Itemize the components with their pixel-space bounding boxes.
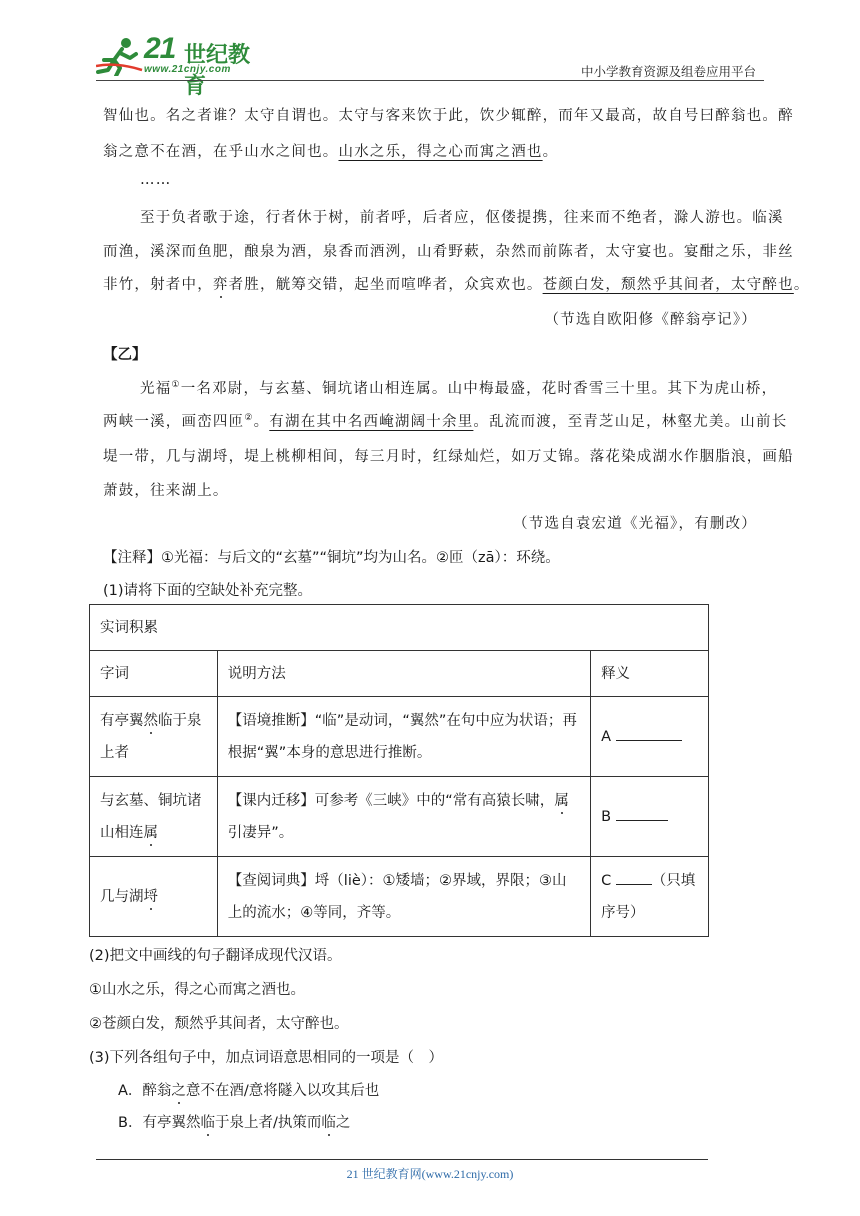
jia-line-2-text: 翁之意不在酒，在乎山水之间也。: [103, 144, 339, 160]
table-header: 释义: [591, 651, 709, 697]
method-cell: [217, 697, 590, 777]
answer-note: （只填: [651, 872, 696, 889]
table-row: [90, 697, 709, 777]
word-cell: [90, 697, 218, 777]
table-row: [90, 777, 709, 857]
answer-cell[interactable]: [591, 697, 709, 777]
yi-line-2-c: 。乱流而渡，至青芝山足，林壑尤美。山前长: [473, 414, 788, 430]
yi-line-2-a: 两峡一溪，画峦四匝: [103, 414, 245, 430]
yi-line-3: 堤一带，几与湖埒，堤上桃柳相间，每三月时，红绿灿烂，如万丈锦。落花染成湖水作胭脂浪，画船: [103, 449, 794, 465]
method-text: 引凄异”。: [227, 824, 294, 841]
answer-blank-b[interactable]: [616, 806, 668, 821]
logo-url: www.21cnjy.com: [144, 64, 231, 75]
jia-line-5-end: 。: [793, 277, 810, 293]
option-b-text: 于泉上者/执策而: [214, 1115, 322, 1131]
question-2-item-2: ②苍颜白发，颓然乎其间者，太守醉也。: [89, 1016, 349, 1032]
logo-number: 21: [144, 32, 176, 65]
option-b-text: 之: [335, 1115, 351, 1131]
jia-line-3: 至于负者歌于途，行者休于树，前者呼，后者应，伛偻提携，往来而不绝者，滁人游也。临溪: [140, 210, 784, 226]
jia-line-2-end: 。: [542, 144, 559, 160]
underlined-sentence-1: 山水之乐，得之心而寓之酒也: [338, 144, 543, 160]
yi-line-4: 萧鼓，往来湖上。: [103, 483, 229, 499]
answer-blank-a[interactable]: [616, 726, 682, 741]
footer-divider: [96, 1159, 708, 1160]
underlined-sentence-3: 有湖在其中名西崦湖阔十余里: [269, 414, 474, 430]
method-cell: [217, 777, 590, 857]
footer-link[interactable]: 21 世纪教育网(www.21cnjy.com): [346, 1167, 514, 1181]
question-1: (1)请将下面的空缺处补充完整。: [103, 583, 313, 599]
runner-icon: [96, 36, 144, 76]
jia-line-5-b: 者胜，觥筹交错，起坐而喧哗者，众宾欢也。: [228, 277, 543, 293]
option-a-text: A．醉翁: [118, 1083, 172, 1099]
method-text: 【查阅词典】埒（liè）：①矮墙；②界域，界限；③山: [227, 872, 567, 889]
table-header: 字词: [90, 651, 218, 697]
question-2: (2)把文中画线的句子翻译成现代汉语。: [89, 948, 342, 964]
dotted-char: 弈: [212, 277, 229, 293]
answer-note: 序号）: [601, 904, 645, 921]
site-logo: [96, 32, 266, 99]
jia-line-1: 智仙也。名之者谁？太守自谓也。太守与客来饮于此，饮少辄醉，而年又最高，故自号曰醉翁也。醉: [103, 108, 794, 124]
question-3: (3)下列各组句子中，加点词语意思相同的一项是（ ）: [89, 1050, 444, 1066]
header-divider: [96, 80, 764, 81]
dotted-char: 之: [171, 1083, 186, 1099]
yi-line-2: [103, 410, 787, 431]
dotted-char: 临: [200, 1115, 215, 1131]
dotted-char: 属: [554, 792, 569, 809]
table-title: 实词积累: [90, 605, 709, 651]
dotted-char: 属: [143, 824, 158, 841]
answer-label: C: [601, 872, 612, 889]
jia-line-5-a: 非竹，射者中，: [103, 277, 213, 293]
word-cell: [90, 857, 218, 937]
yi-line-2-b: 。: [253, 414, 270, 430]
dotted-char: 埒: [143, 888, 158, 905]
word-text: 山相连: [100, 824, 144, 841]
word-text: 临于泉: [158, 712, 202, 729]
yi-line-1-b: 一名邓尉，与玄墓、铜坑诸山相连属。山中梅最盛，花时香雪三十里。其下为虎山桥，: [180, 381, 778, 397]
word-text: 几与湖: [100, 888, 144, 905]
word-text: 上者: [100, 744, 129, 761]
answer-label: B: [601, 808, 612, 825]
jia-line-2: [103, 140, 558, 161]
option-a[interactable]: [118, 1079, 379, 1100]
platform-name: 中小学教育资源及组卷应用平台: [580, 64, 756, 79]
method-text: 上的流水；④等同，齐等。: [227, 904, 401, 921]
question-2-item-1: ①山水之乐，得之心而寓之酒也。: [89, 982, 305, 998]
notes: 【注释】①光福：与后文的“玄墓”“铜坑”均为山名。②匝（zā）：环绕。: [103, 550, 560, 566]
option-b-text: B．有亭翼然: [118, 1115, 201, 1131]
word-text: 与玄墓、铜坑诸: [100, 792, 202, 809]
underlined-sentence-2: 苍颜白发，颓然乎其间者，太守醉也: [542, 277, 794, 293]
yi-line-1-a: 光福: [140, 381, 172, 397]
option-a-text: 意不在酒/意将隧入以攻其后也: [185, 1083, 380, 1099]
table-header: 说明方法: [217, 651, 590, 697]
answer-label: A: [601, 728, 611, 745]
word-cell: [90, 777, 218, 857]
section-label-yi: 【乙】: [103, 347, 147, 363]
dotted-char: 临: [321, 1115, 336, 1131]
method-text: 根据“翼”本身的意思进行推断。: [227, 744, 432, 761]
option-b[interactable]: [118, 1111, 350, 1132]
vocab-table: [89, 604, 709, 937]
footnote-mark-2: ②: [244, 413, 254, 424]
answer-cell[interactable]: [591, 857, 709, 937]
method-text: 【语境推断】“临”是动词，“翼然”在句中应为状语；再: [227, 712, 577, 729]
logo-name: 世纪教育: [184, 43, 251, 99]
jia-line-5: [103, 273, 810, 294]
yi-line-1: [140, 377, 777, 398]
method-text: 【课内迁移】可参考《三峡》中的“常有高猿长啸，: [227, 792, 555, 809]
dotted-char: 然: [143, 712, 158, 729]
word-text: 有亭翼: [100, 712, 144, 729]
jia-line-4: 而渔，溪深而鱼肥，酿泉为酒，泉香而酒洌，山肴野蔌，杂然而前陈者，太守宴也。宴酣之乐，非丝: [103, 244, 794, 260]
jia-source: （节选自欧阳修《醉翁亭记》）: [544, 312, 757, 328]
ellipsis: ……: [140, 172, 172, 188]
answer-cell[interactable]: [591, 777, 709, 857]
footnote-mark-1: ①: [171, 380, 181, 391]
yi-source: （节选自袁宏道《光福》，有删改）: [513, 516, 757, 532]
answer-blank-c[interactable]: [616, 870, 652, 885]
method-cell: [217, 857, 590, 937]
table-row: [90, 857, 709, 937]
